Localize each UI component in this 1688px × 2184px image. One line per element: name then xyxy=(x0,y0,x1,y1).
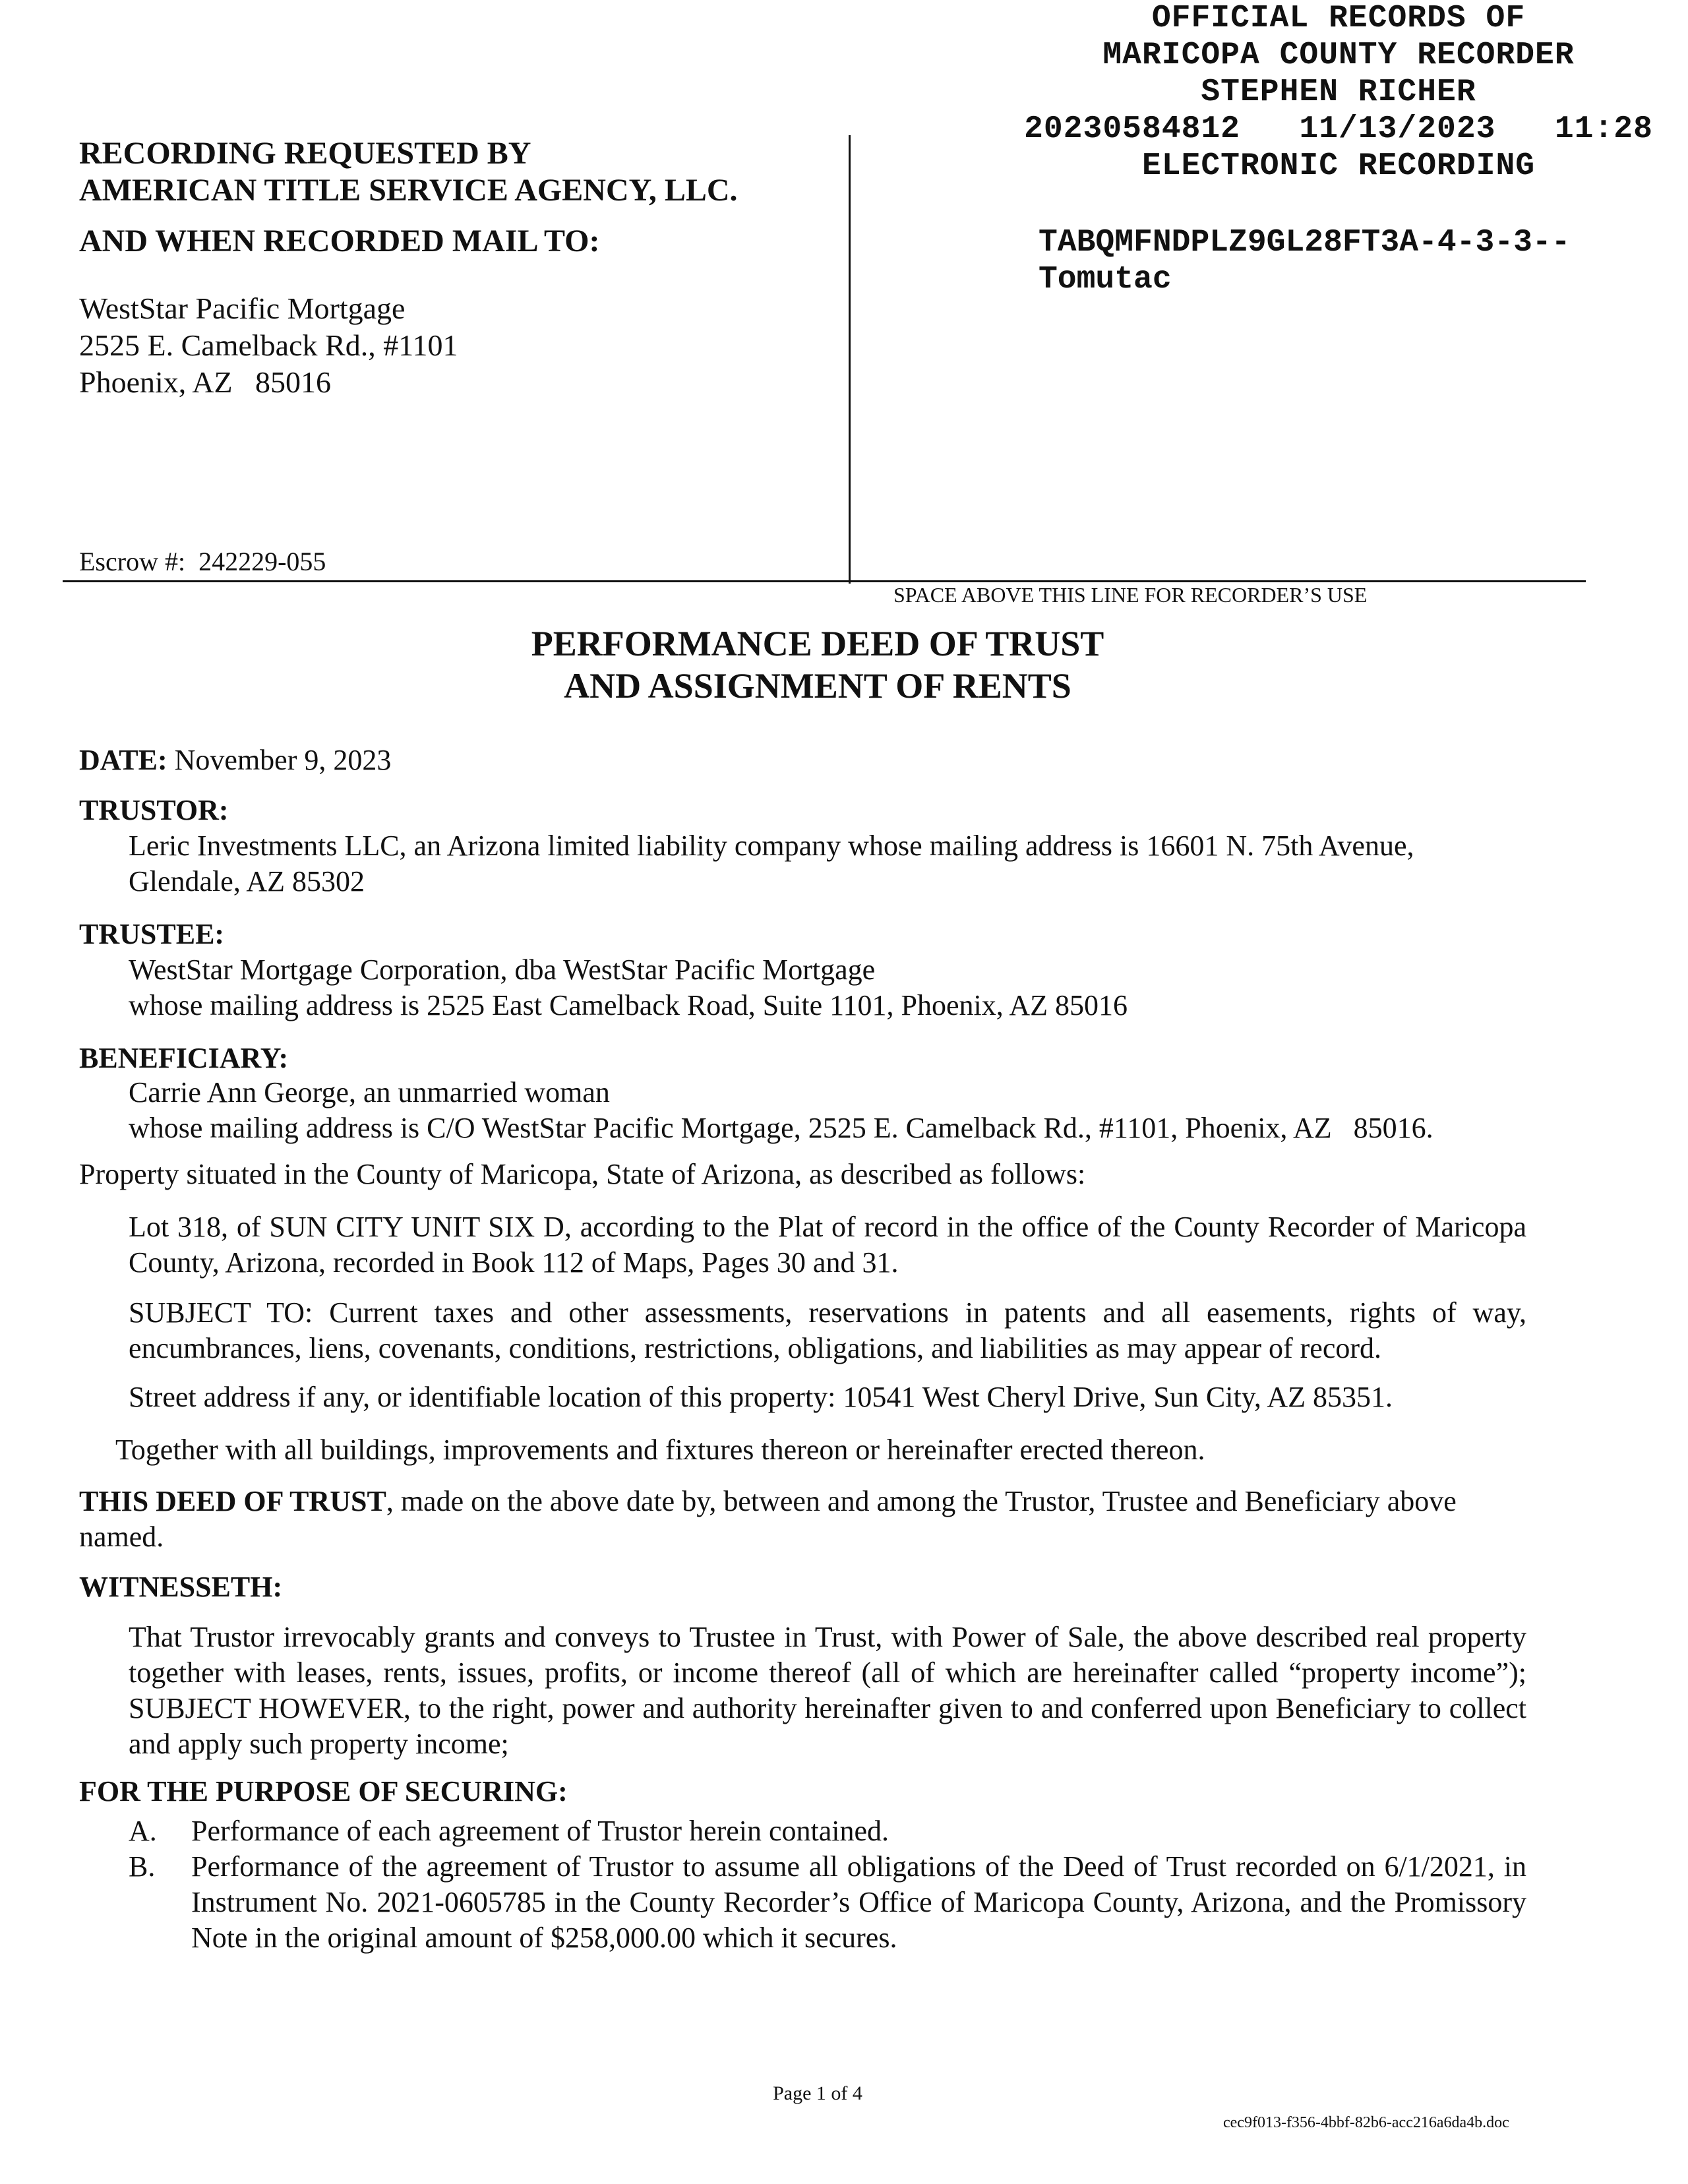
stamp-line: MARICOPA COUNTY RECORDER xyxy=(1102,38,1575,73)
purpose-label: FOR THE PURPOSE OF SECURING: xyxy=(79,1775,568,1807)
stamp-line: ELECTRONIC RECORDING xyxy=(1141,148,1536,184)
mail-address xyxy=(79,290,458,401)
recorder-stamp xyxy=(976,0,1688,185)
stamp-code-line: Tomutac xyxy=(1039,262,1172,297)
title-line: PERFORMANCE DEED OF TRUST xyxy=(531,624,1104,663)
property-street-address: Street address if any, or identifiable location of this property: 10541 West Cheryl Drive, Sun City, AZ 85351. xyxy=(129,1381,1393,1413)
deed-label: THIS DEED OF TRUST xyxy=(79,1485,386,1517)
date-value: November 9, 2023 xyxy=(167,744,392,776)
stamp-line: STEPHEN RICHER xyxy=(1201,75,1476,110)
list-item-marker: A. xyxy=(129,1815,157,1847)
property-subject-to: SUBJECT TO: Current taxes and other assessments, reservations in patents and all easements, rights of way, encumbrances, liens, covenants, conditions, restrictions, obligations, and liabilities as may appear of record. xyxy=(129,1296,1526,1364)
property-legal-description: Lot 318, of SUN CITY UNIT SIX D, according to the Plat of record in the office of the County Recorder of Maricopa County, Arizona, recorded in Book 112 of Maps, Pages 30 and 31. xyxy=(129,1211,1526,1279)
deed-clause xyxy=(79,1484,1526,1555)
purpose-list xyxy=(129,1813,1526,1956)
property-together-clause: Together with all buildings, improvements and fixtures thereon or hereinafter erected thereon. xyxy=(115,1434,1205,1466)
list-item-text: Performance of the agreement of Trustor to assume all obligations of the Deed of Trust recorded on 6/1/2021, in Instrument No. 2021-0605785 in the County Recorder’s Office of Maricopa County, Arizona, and the Promissory Note in the original amount of $258,000.00 which it secures. xyxy=(191,1850,1526,1954)
trustee-line: WestStar Mortgage Corporation, dba WestStar Pacific Mortgage xyxy=(129,954,876,986)
page-number: Page 1 of 4 xyxy=(773,2082,862,2104)
stamp-line: OFFICIAL RECORDS OF xyxy=(1151,1,1526,36)
list-item xyxy=(129,1849,1526,1956)
stamp-code xyxy=(1039,224,1571,298)
mail-to-label: AND WHEN RECORDED MAIL TO: xyxy=(79,224,600,258)
trustee-line: whose mailing address is 2525 East Camelback Road, Suite 1101, Phoenix, AZ 85016 xyxy=(129,989,1128,1021)
beneficiary-text xyxy=(129,1075,1566,1146)
beneficiary-line: whose mailing address is C/O WestStar Pacific Mortgage, 2525 E. Camelback Rd., #1101, Phoenix, AZ 85016. xyxy=(129,1112,1433,1144)
escrow-number: Escrow #: 242229-055 xyxy=(79,547,326,576)
requested-by-label: RECORDING REQUESTED BY xyxy=(79,136,531,171)
trustor-label: TRUSTOR: xyxy=(79,794,229,826)
document-id: cec9f013-f356-4bbf-82b6-acc216a6da4b.doc xyxy=(1223,2114,1509,2131)
beneficiary-line: Carrie Ann George, an unmarried woman xyxy=(129,1076,610,1108)
mail-city: Phoenix, AZ 85016 xyxy=(79,365,332,399)
beneficiary-label: BENEFICIARY: xyxy=(79,1042,289,1074)
trustee-text xyxy=(129,952,1526,1023)
mail-street: 2525 E. Camelback Rd., #1101 xyxy=(79,328,458,362)
mail-name: WestStar Pacific Mortgage xyxy=(79,291,406,325)
trustee-label: TRUSTEE: xyxy=(79,918,225,950)
trustor-text: Leric Investments LLC, an Arizona limited liability company whose mailing address is 16601 N. 75th Avenue, Glendale, AZ 85302 xyxy=(129,830,1414,897)
list-item xyxy=(129,1813,1526,1849)
list-item-text: Performance of each agreement of Trustor herein contained. xyxy=(191,1815,889,1847)
date-row xyxy=(79,743,391,778)
title-line: AND ASSIGNMENT OF RENTS xyxy=(564,666,1071,706)
date-label: DATE: xyxy=(79,744,167,776)
property-intro: Property situated in the County of Maricopa, State of Arizona, as described as follows: xyxy=(79,1158,1086,1190)
requested-by-company: AMERICAN TITLE SERVICE AGENCY, LLC. xyxy=(79,173,738,208)
list-item-marker: B. xyxy=(129,1850,156,1883)
stamp-code-line: TABQMFNDPLZ9GL28FT3A-4-3-3-- xyxy=(1039,225,1571,260)
deed-text: , made on the above date by, between and among the Trustor, Trustee and Beneficiary above named. xyxy=(79,1485,1457,1553)
witnesseth-text: That Trustor irrevocably grants and conveys to Trustee in Trust, with Power of Sale, the above described real property together with leases, rents, issues, profits, or income thereof (all of which are hereinafter called “property income”); SUBJECT HOWEVER, to the right, power and authority hereinafter given to and conferred upon Beneficiary to collect and apply such property income; xyxy=(129,1621,1526,1760)
witnesseth-label: WITNESSETH: xyxy=(79,1571,283,1603)
document-title xyxy=(0,622,1635,707)
recorder-use-line xyxy=(63,580,1586,582)
recording-requested-by xyxy=(79,135,738,209)
recorder-use-note: SPACE ABOVE THIS LINE FOR RECORDER’S USE xyxy=(893,583,1368,607)
header-vertical-divider xyxy=(849,135,851,584)
stamp-recording-number: 20230584812 11/13/2023 11:28 xyxy=(1024,111,1653,147)
